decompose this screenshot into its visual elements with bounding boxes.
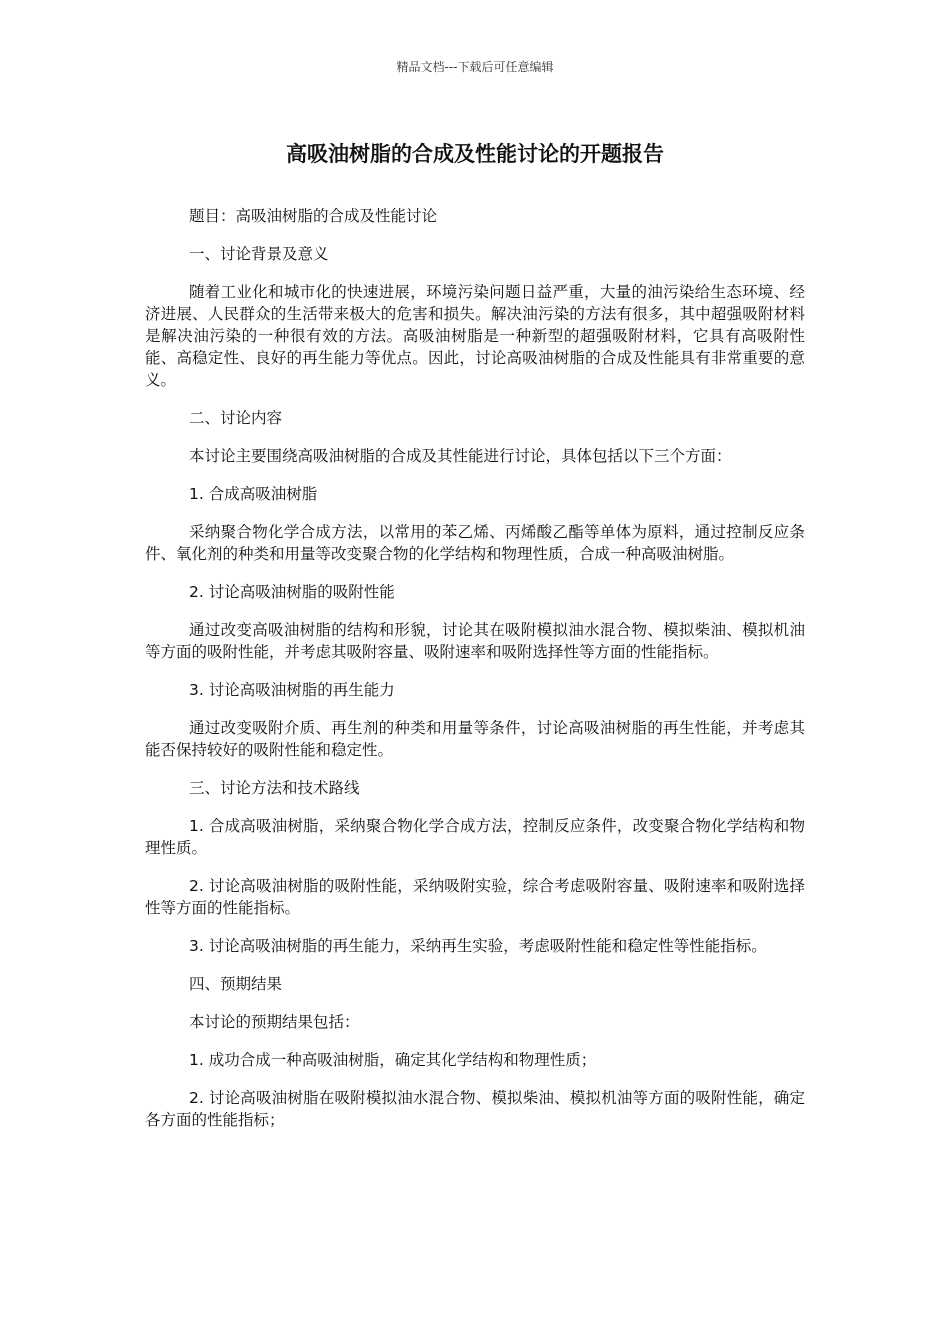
content-item-2-heading: 2. 讨论高吸油树脂的吸附性能 bbox=[189, 583, 395, 601]
section-heading-background: 一、讨论背景及意义 bbox=[189, 245, 329, 263]
document-title: 高吸油树脂的合成及性能讨论的开题报告 bbox=[286, 142, 664, 166]
section-heading-content: 二、讨论内容 bbox=[189, 409, 283, 427]
method-item-2: 2. 讨论高吸油树脂的吸附性能，采纳吸附实验，综合考虑吸附容量、吸附速率和吸附选择性等方面的性能指标。 bbox=[145, 877, 805, 917]
method-item-3: 3. 讨论高吸油树脂的再生能力，采纳再生实验，考虑吸附性能和稳定性等性能指标。 bbox=[189, 937, 767, 955]
method-item-1: 1. 合成高吸油树脂，采纳聚合物化学合成方法，控制反应条件，改变聚合物化学结构和物理性质。 bbox=[145, 817, 805, 857]
background-paragraph: 随着工业化和城市化的快速进展，环境污染问题日益严重，大量的油污染给生态环境、经济进展、人民群众的生活带来极大的危害和损失。解决油污染的方法有很多，其中超强吸附材料是解决油污染的一种很有效的方法。高吸油树脂是一种新型的超强吸附材料，它具有高吸附性能、高稳定性、良好的再生能力等优点。因此，讨论高吸油树脂的合成及性能具有非常重要的意义。 bbox=[145, 283, 805, 389]
content-item-3-heading: 3. 讨论高吸油树脂的再生能力 bbox=[189, 681, 395, 699]
content-item-3-text: 通过改变吸附介质、再生剂的种类和用量等条件，讨论高吸油树脂的再生性能，并考虑其能否保持较好的吸附性能和稳定性。 bbox=[145, 719, 805, 759]
header-note: 精品文档---下载后可任意编辑 bbox=[396, 60, 554, 74]
content-item-1-text: 采纳聚合物化学合成方法，以常用的苯乙烯、丙烯酸乙酯等单体为原料，通过控制反应条件、氧化剂的种类和用量等改变聚合物的化学结构和物理性质，合成一种高吸油树脂。 bbox=[145, 523, 805, 563]
results-intro: 本讨论的预期结果包括： bbox=[189, 1013, 360, 1031]
result-item-1: 1. 成功合成一种高吸油树脂，确定其化学结构和物理性质； bbox=[189, 1051, 597, 1069]
content-item-1-heading: 1. 合成高吸油树脂 bbox=[189, 485, 318, 503]
result-item-2: 2. 讨论高吸油树脂在吸附模拟油水混合物、模拟柴油、模拟机油等方面的吸附性能，确定各方面的性能指标； bbox=[145, 1089, 805, 1129]
content-item-2-text: 通过改变高吸油树脂的结构和形貌，讨论其在吸附模拟油水混合物、模拟柴油、模拟机油等方面的吸附性能，并考虑其吸附容量、吸附速率和吸附选择性等方面的性能指标。 bbox=[145, 621, 805, 661]
section-heading-methods: 三、讨论方法和技术路线 bbox=[189, 779, 360, 797]
topic-line: 题目：高吸油树脂的合成及性能讨论 bbox=[189, 207, 438, 225]
section-heading-results: 四、预期结果 bbox=[189, 975, 283, 993]
document-body bbox=[145, 205, 805, 1147]
content-intro: 本讨论主要围绕高吸油树脂的合成及其性能进行讨论，具体包括以下三个方面： bbox=[189, 447, 732, 465]
